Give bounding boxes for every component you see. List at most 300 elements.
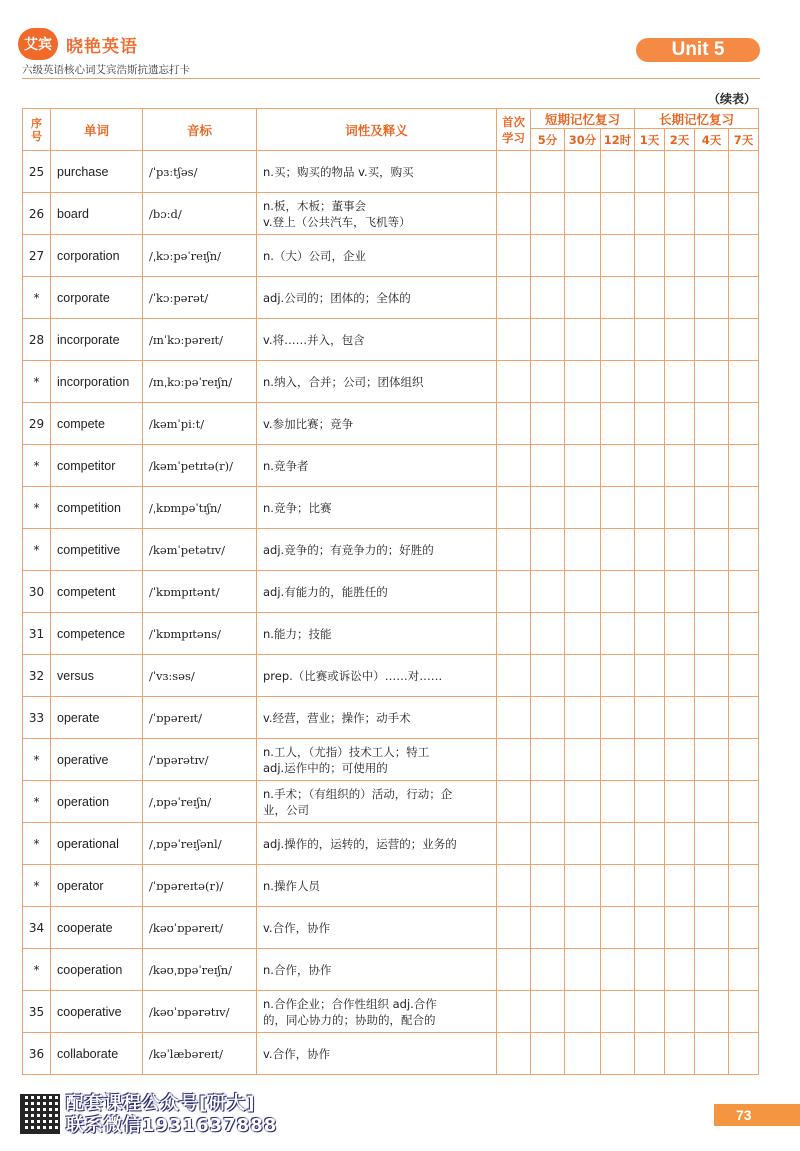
row-number: *	[23, 445, 51, 487]
table-row	[23, 193, 759, 235]
review-checkbox-cell[interactable]	[497, 361, 531, 403]
review-checkbox-cell[interactable]	[497, 319, 531, 361]
review-checkbox-cell[interactable]	[531, 193, 565, 235]
review-checkbox-cell[interactable]	[695, 445, 729, 487]
review-checkbox-cell[interactable]	[635, 613, 665, 655]
phonetic-cell: /kəmˈpetətɪv/	[143, 529, 257, 571]
review-checkbox-cell[interactable]	[729, 781, 759, 823]
review-checkbox-cell[interactable]	[565, 781, 601, 823]
table-row	[23, 697, 759, 739]
review-checkbox-cell[interactable]	[497, 277, 531, 319]
review-checkbox-cell[interactable]	[635, 991, 665, 1033]
review-checkbox-cell[interactable]	[601, 361, 635, 403]
review-checkbox-cell[interactable]	[497, 193, 531, 235]
review-checkbox-cell[interactable]	[695, 655, 729, 697]
phonetic-cell: /ˈɒpəreɪt/	[143, 697, 257, 739]
brand-logo	[18, 26, 138, 62]
review-checkbox-cell[interactable]	[531, 613, 565, 655]
review-checkbox-cell[interactable]	[695, 613, 729, 655]
table-row	[23, 571, 759, 613]
word-cell: purchase	[51, 151, 143, 193]
review-checkbox-cell[interactable]	[565, 403, 601, 445]
review-checkbox-cell[interactable]	[497, 613, 531, 655]
review-checkbox-cell[interactable]	[601, 655, 635, 697]
review-checkbox-cell[interactable]	[665, 991, 695, 1033]
review-checkbox-cell[interactable]	[635, 907, 665, 949]
review-checkbox-cell[interactable]	[635, 193, 665, 235]
review-checkbox-cell[interactable]	[635, 235, 665, 277]
review-checkbox-cell[interactable]	[497, 739, 531, 781]
review-checkbox-cell[interactable]	[635, 277, 665, 319]
table-row	[23, 907, 759, 949]
row-number: 32	[23, 655, 51, 697]
phonetic-cell: /ˌkɒmpəˈtɪʃn/	[143, 487, 257, 529]
row-number: *	[23, 865, 51, 907]
review-checkbox-cell[interactable]	[565, 319, 601, 361]
word-cell: compete	[51, 403, 143, 445]
word-cell: operator	[51, 865, 143, 907]
word-cell: competence	[51, 613, 143, 655]
review-checkbox-cell[interactable]	[531, 403, 565, 445]
review-checkbox-cell[interactable]	[665, 1033, 695, 1075]
review-checkbox-cell[interactable]	[565, 739, 601, 781]
definition-cell: v.将……并入，包含	[257, 319, 497, 361]
row-number: 26	[23, 193, 51, 235]
review-checkbox-cell[interactable]	[565, 1033, 601, 1075]
review-checkbox-cell[interactable]	[635, 445, 665, 487]
review-checkbox-cell[interactable]	[531, 991, 565, 1033]
review-checkbox-cell[interactable]	[635, 697, 665, 739]
header-num: 序号	[23, 109, 51, 151]
vocab-body	[23, 151, 759, 1075]
definition-cell: n.操作人员	[257, 865, 497, 907]
review-checkbox-cell[interactable]	[565, 277, 601, 319]
review-checkbox-cell[interactable]	[497, 697, 531, 739]
word-cell: cooperate	[51, 907, 143, 949]
review-checkbox-cell[interactable]	[665, 739, 695, 781]
review-checkbox-cell[interactable]	[601, 739, 635, 781]
table-row	[23, 235, 759, 277]
review-checkbox-cell[interactable]	[729, 319, 759, 361]
review-checkbox-cell[interactable]	[635, 823, 665, 865]
review-checkbox-cell[interactable]	[729, 151, 759, 193]
header-short-0: 5分	[531, 129, 565, 151]
definition-cell: v.经营，营业；操作；动手术	[257, 697, 497, 739]
row-number: *	[23, 781, 51, 823]
review-checkbox-cell[interactable]	[635, 739, 665, 781]
word-cell: competitive	[51, 529, 143, 571]
review-checkbox-cell[interactable]	[531, 445, 565, 487]
review-checkbox-cell[interactable]	[695, 739, 729, 781]
logo-text: 晓艳英语	[66, 36, 138, 57]
definition-cell: adj.公司的；团体的；全体的	[257, 277, 497, 319]
review-checkbox-cell[interactable]	[695, 529, 729, 571]
review-checkbox-cell[interactable]	[695, 193, 729, 235]
review-checkbox-cell[interactable]	[531, 487, 565, 529]
definition-cell: n.手术；（有组织的）活动，行动；企 业，公司	[257, 781, 497, 823]
review-checkbox-cell[interactable]	[665, 277, 695, 319]
review-checkbox-cell[interactable]	[497, 991, 531, 1033]
review-checkbox-cell[interactable]	[729, 571, 759, 613]
header-ipa: 音标	[143, 109, 257, 151]
review-checkbox-cell[interactable]	[729, 739, 759, 781]
word-cell: operation	[51, 781, 143, 823]
review-checkbox-cell[interactable]	[635, 529, 665, 571]
review-checkbox-cell[interactable]	[565, 151, 601, 193]
word-cell: board	[51, 193, 143, 235]
review-checkbox-cell[interactable]	[565, 193, 601, 235]
vocab-table	[22, 108, 759, 1075]
review-checkbox-cell[interactable]	[531, 277, 565, 319]
review-checkbox-cell[interactable]	[729, 445, 759, 487]
table-row	[23, 781, 759, 823]
word-cell: collaborate	[51, 1033, 143, 1075]
review-checkbox-cell[interactable]	[565, 697, 601, 739]
table-row	[23, 991, 759, 1033]
review-checkbox-cell[interactable]	[531, 907, 565, 949]
review-checkbox-cell[interactable]	[665, 823, 695, 865]
review-checkbox-cell[interactable]	[565, 865, 601, 907]
review-checkbox-cell[interactable]	[565, 487, 601, 529]
table-row	[23, 613, 759, 655]
word-cell: competitor	[51, 445, 143, 487]
review-checkbox-cell[interactable]	[665, 319, 695, 361]
table-row	[23, 319, 759, 361]
phonetic-cell: /bɔːd/	[143, 193, 257, 235]
review-checkbox-cell[interactable]	[497, 445, 531, 487]
qr-code-icon	[20, 1094, 60, 1134]
review-checkbox-cell[interactable]	[665, 907, 695, 949]
phonetic-cell: /kəʊˈɒpəreɪt/	[143, 907, 257, 949]
definition-cell: n.合作企业；合作性组织 adj.合作 的，同心协力的；协助的，配合的	[257, 991, 497, 1033]
definition-cell: adj.操作的，运转的，运营的；业务的	[257, 823, 497, 865]
row-number: 29	[23, 403, 51, 445]
header-short-1: 30分	[565, 129, 601, 151]
definition-cell: adj.竞争的；有竞争力的；好胜的	[257, 529, 497, 571]
word-cell: cooperation	[51, 949, 143, 991]
review-checkbox-cell[interactable]	[635, 1033, 665, 1075]
row-number: 34	[23, 907, 51, 949]
row-number: *	[23, 361, 51, 403]
review-checkbox-cell[interactable]	[531, 697, 565, 739]
review-checkbox-cell[interactable]	[565, 907, 601, 949]
definition-cell: n.工人，（尤指）技术工人；特工 adj.运作中的；可使用的	[257, 739, 497, 781]
review-checkbox-cell[interactable]	[665, 193, 695, 235]
review-checkbox-cell[interactable]	[665, 571, 695, 613]
word-cell: corporate	[51, 277, 143, 319]
review-checkbox-cell[interactable]	[531, 823, 565, 865]
review-checkbox-cell[interactable]	[695, 949, 729, 991]
header-first-study: 首次学习	[497, 109, 531, 151]
review-checkbox-cell[interactable]	[565, 655, 601, 697]
review-checkbox-cell[interactable]	[601, 319, 635, 361]
word-cell: operational	[51, 823, 143, 865]
review-checkbox-cell[interactable]	[601, 277, 635, 319]
review-checkbox-cell[interactable]	[565, 823, 601, 865]
review-checkbox-cell[interactable]	[665, 487, 695, 529]
review-checkbox-cell[interactable]	[565, 613, 601, 655]
review-checkbox-cell[interactable]	[665, 949, 695, 991]
table-row	[23, 529, 759, 571]
review-checkbox-cell[interactable]	[601, 949, 635, 991]
review-checkbox-cell[interactable]	[665, 403, 695, 445]
review-checkbox-cell[interactable]	[729, 235, 759, 277]
review-checkbox-cell[interactable]	[531, 949, 565, 991]
header-long-review: 长期记忆复习	[635, 109, 759, 129]
header-long-0: 1天	[635, 129, 665, 151]
review-checkbox-cell[interactable]	[565, 445, 601, 487]
definition-cell: n.纳入，合并；公司；团体组织	[257, 361, 497, 403]
row-number: *	[23, 277, 51, 319]
review-checkbox-cell[interactable]	[695, 403, 729, 445]
phonetic-cell: /ˈkɔːpərət/	[143, 277, 257, 319]
review-checkbox-cell[interactable]	[635, 319, 665, 361]
review-checkbox-cell[interactable]	[497, 1033, 531, 1075]
review-checkbox-cell[interactable]	[601, 571, 635, 613]
header-divider	[22, 78, 760, 79]
review-checkbox-cell[interactable]	[601, 1033, 635, 1075]
review-checkbox-cell[interactable]	[729, 361, 759, 403]
header-word: 单词	[51, 109, 143, 151]
header-short-2: 12时	[601, 129, 635, 151]
promo-text	[66, 1093, 277, 1137]
table-row	[23, 865, 759, 907]
review-checkbox-cell[interactable]	[531, 319, 565, 361]
review-checkbox-cell[interactable]	[635, 487, 665, 529]
phonetic-cell: /kəmˈpiːt/	[143, 403, 257, 445]
review-checkbox-cell[interactable]	[665, 529, 695, 571]
word-cell: corporation	[51, 235, 143, 277]
review-checkbox-cell[interactable]	[695, 235, 729, 277]
review-checkbox-cell[interactable]	[601, 613, 635, 655]
logo-badge: 艾宾	[18, 28, 58, 60]
review-checkbox-cell[interactable]	[665, 151, 695, 193]
review-checkbox-cell[interactable]	[695, 277, 729, 319]
review-checkbox-cell[interactable]	[531, 781, 565, 823]
review-checkbox-cell[interactable]	[531, 361, 565, 403]
row-number: 33	[23, 697, 51, 739]
review-checkbox-cell[interactable]	[695, 865, 729, 907]
review-checkbox-cell[interactable]	[729, 991, 759, 1033]
review-checkbox-cell[interactable]	[531, 865, 565, 907]
review-checkbox-cell[interactable]	[531, 1033, 565, 1075]
review-checkbox-cell[interactable]	[665, 361, 695, 403]
row-number: *	[23, 949, 51, 991]
review-checkbox-cell[interactable]	[695, 781, 729, 823]
review-checkbox-cell[interactable]	[497, 529, 531, 571]
review-checkbox-cell[interactable]	[665, 781, 695, 823]
continued-label: （续表）	[707, 92, 756, 106]
review-checkbox-cell[interactable]	[665, 445, 695, 487]
review-checkbox-cell[interactable]	[665, 655, 695, 697]
review-checkbox-cell[interactable]	[665, 235, 695, 277]
review-checkbox-cell[interactable]	[601, 193, 635, 235]
header-long-1: 2天	[665, 129, 695, 151]
review-checkbox-cell[interactable]	[695, 697, 729, 739]
review-checkbox-cell[interactable]	[695, 991, 729, 1033]
review-checkbox-cell[interactable]	[531, 235, 565, 277]
table-row	[23, 487, 759, 529]
phonetic-cell: /kəʊˈɒpərətɪv/	[143, 991, 257, 1033]
review-checkbox-cell[interactable]	[695, 151, 729, 193]
row-number: 28	[23, 319, 51, 361]
review-checkbox-cell[interactable]	[497, 403, 531, 445]
promo-line-1: 配套课程公众号[研大]	[66, 1093, 256, 1114]
review-checkbox-cell[interactable]	[565, 991, 601, 1033]
review-checkbox-cell[interactable]	[729, 193, 759, 235]
review-checkbox-cell[interactable]	[695, 823, 729, 865]
definition-cell: v.合作，协作	[257, 1033, 497, 1075]
unit-tab: Unit 5	[636, 38, 760, 62]
review-checkbox-cell[interactable]	[729, 1033, 759, 1075]
header-long-2: 4天	[695, 129, 729, 151]
word-cell: incorporation	[51, 361, 143, 403]
review-checkbox-cell[interactable]	[565, 361, 601, 403]
row-number: *	[23, 823, 51, 865]
review-checkbox-cell[interactable]	[565, 235, 601, 277]
phonetic-cell: /kəmˈpetɪtə(r)/	[143, 445, 257, 487]
row-number: 27	[23, 235, 51, 277]
row-number: 36	[23, 1033, 51, 1075]
review-checkbox-cell[interactable]	[565, 949, 601, 991]
review-checkbox-cell[interactable]	[565, 529, 601, 571]
review-checkbox-cell[interactable]	[497, 781, 531, 823]
table-row	[23, 1033, 759, 1075]
word-cell: competition	[51, 487, 143, 529]
row-number: 25	[23, 151, 51, 193]
review-checkbox-cell[interactable]	[531, 571, 565, 613]
definition-cell: n.竞争；比赛	[257, 487, 497, 529]
review-checkbox-cell[interactable]	[497, 823, 531, 865]
phonetic-cell: /ˈɒpərətɪv/	[143, 739, 257, 781]
book-subtitle: 六级英语核心词艾宾浩斯抗遗忘打卡	[22, 64, 190, 76]
review-checkbox-cell[interactable]	[601, 487, 635, 529]
review-checkbox-cell[interactable]	[565, 571, 601, 613]
review-checkbox-cell[interactable]	[601, 151, 635, 193]
definition-cell: n.合作，协作	[257, 949, 497, 991]
review-checkbox-cell[interactable]	[531, 151, 565, 193]
row-number: 35	[23, 991, 51, 1033]
table-row	[23, 823, 759, 865]
definition-cell: n.能力；技能	[257, 613, 497, 655]
header-long-3: 7天	[729, 129, 759, 151]
review-checkbox-cell[interactable]	[729, 949, 759, 991]
table-row	[23, 403, 759, 445]
review-checkbox-cell[interactable]	[601, 529, 635, 571]
table-row	[23, 655, 759, 697]
phonetic-cell: /ˈvɜːsəs/	[143, 655, 257, 697]
definition-cell: n.（大）公司，企业	[257, 235, 497, 277]
review-checkbox-cell[interactable]	[729, 529, 759, 571]
review-checkbox-cell[interactable]	[635, 571, 665, 613]
review-checkbox-cell[interactable]	[635, 781, 665, 823]
review-checkbox-cell[interactable]	[695, 907, 729, 949]
row-number: *	[23, 487, 51, 529]
review-checkbox-cell[interactable]	[729, 655, 759, 697]
word-cell: cooperative	[51, 991, 143, 1033]
definition-cell: v.合作，协作	[257, 907, 497, 949]
review-checkbox-cell[interactable]	[729, 487, 759, 529]
definition-cell: n.买；购买的物品 v.买，购买	[257, 151, 497, 193]
review-checkbox-cell[interactable]	[497, 487, 531, 529]
review-checkbox-cell[interactable]	[497, 235, 531, 277]
review-checkbox-cell[interactable]	[497, 151, 531, 193]
review-checkbox-cell[interactable]	[601, 235, 635, 277]
review-checkbox-cell[interactable]	[497, 907, 531, 949]
table-row	[23, 949, 759, 991]
word-cell: incorporate	[51, 319, 143, 361]
review-checkbox-cell[interactable]	[729, 823, 759, 865]
review-checkbox-cell[interactable]	[497, 949, 531, 991]
row-number: *	[23, 529, 51, 571]
review-checkbox-cell[interactable]	[531, 739, 565, 781]
review-checkbox-cell[interactable]	[497, 865, 531, 907]
review-checkbox-cell[interactable]	[695, 571, 729, 613]
row-number: *	[23, 739, 51, 781]
phonetic-cell: /ˌɒpəˈreɪʃn/	[143, 781, 257, 823]
review-checkbox-cell[interactable]	[601, 781, 635, 823]
review-checkbox-cell[interactable]	[497, 571, 531, 613]
review-checkbox-cell[interactable]	[635, 865, 665, 907]
review-checkbox-cell[interactable]	[601, 823, 635, 865]
review-checkbox-cell[interactable]	[729, 907, 759, 949]
review-checkbox-cell[interactable]	[665, 613, 695, 655]
row-number: 30	[23, 571, 51, 613]
table-row	[23, 151, 759, 193]
promo-line-2: 联系微信1931637888	[66, 1115, 278, 1136]
definition-cell: adj.有能力的，能胜任的	[257, 571, 497, 613]
review-checkbox-cell[interactable]	[635, 949, 665, 991]
row-number: 31	[23, 613, 51, 655]
word-cell: operative	[51, 739, 143, 781]
review-checkbox-cell[interactable]	[695, 1033, 729, 1075]
review-checkbox-cell[interactable]	[531, 529, 565, 571]
review-checkbox-cell[interactable]	[729, 865, 759, 907]
phonetic-cell: /ɪnˌkɔːpəˈreɪʃn/	[143, 361, 257, 403]
review-checkbox-cell[interactable]	[635, 403, 665, 445]
review-checkbox-cell[interactable]	[601, 865, 635, 907]
review-checkbox-cell[interactable]	[497, 655, 531, 697]
review-checkbox-cell[interactable]	[531, 655, 565, 697]
review-checkbox-cell[interactable]	[729, 277, 759, 319]
phonetic-cell: /ˌkɔːpəˈreɪʃn/	[143, 235, 257, 277]
review-checkbox-cell[interactable]	[665, 865, 695, 907]
table-row	[23, 739, 759, 781]
review-checkbox-cell[interactable]	[635, 655, 665, 697]
review-checkbox-cell[interactable]	[601, 403, 635, 445]
review-checkbox-cell[interactable]	[635, 151, 665, 193]
review-checkbox-cell[interactable]	[601, 907, 635, 949]
review-checkbox-cell[interactable]	[601, 445, 635, 487]
review-checkbox-cell[interactable]	[635, 361, 665, 403]
review-checkbox-cell[interactable]	[729, 697, 759, 739]
word-cell: versus	[51, 655, 143, 697]
review-checkbox-cell[interactable]	[695, 487, 729, 529]
phonetic-cell: /kəˈlæbəreɪt/	[143, 1033, 257, 1075]
phonetic-cell: /ˈkɒmpɪtəns/	[143, 613, 257, 655]
review-checkbox-cell[interactable]	[665, 697, 695, 739]
review-checkbox-cell[interactable]	[729, 403, 759, 445]
review-checkbox-cell[interactable]	[601, 697, 635, 739]
definition-cell: n.板，木板；董事会 v.登上（公共汽车，飞机等）	[257, 193, 497, 235]
review-checkbox-cell[interactable]	[695, 319, 729, 361]
definition-cell: v.参加比赛；竞争	[257, 403, 497, 445]
review-checkbox-cell[interactable]	[601, 991, 635, 1033]
review-checkbox-cell[interactable]	[695, 361, 729, 403]
phonetic-cell: /ˌɒpəˈreɪʃənl/	[143, 823, 257, 865]
review-checkbox-cell[interactable]	[729, 613, 759, 655]
table-row	[23, 361, 759, 403]
